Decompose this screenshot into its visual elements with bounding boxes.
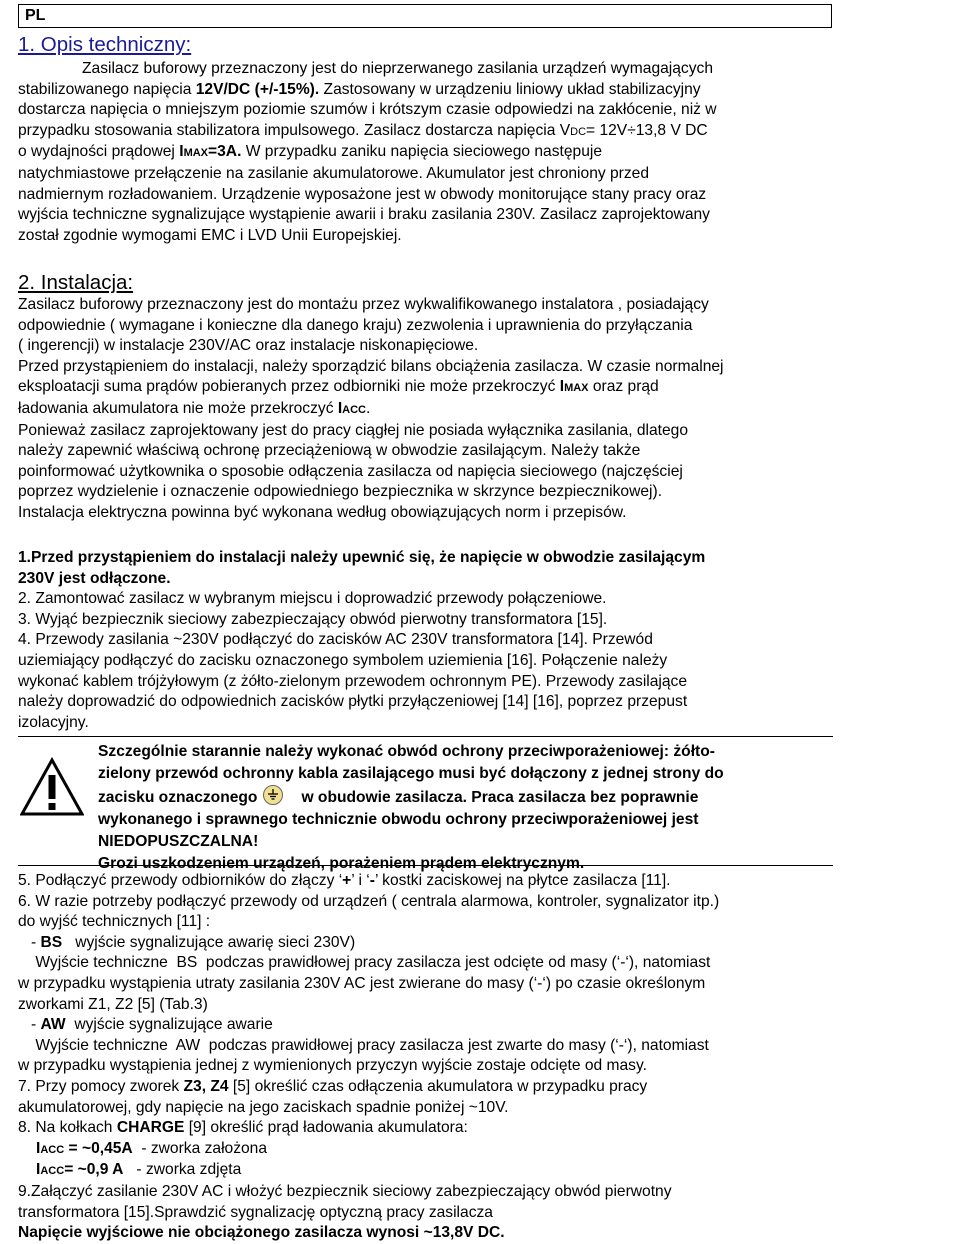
text-span: I (179, 143, 184, 161)
paragraph-line (18, 121, 918, 143)
text-span: = ~0,9 A (64, 1161, 124, 1179)
paragraph-line: odpowiednie ( wymagane i konieczne dla danego kraju) zezwolenia i uprawnienia do przyłączania (18, 316, 693, 334)
text-span: DC (570, 125, 587, 138)
text-span: o wydajności prądowej (18, 143, 180, 161)
output-aw (18, 1015, 918, 1036)
step-8 (18, 1118, 918, 1139)
output-voltage-note: Napięcie wyjściowe nie obciążonego zasilacza wynosi ~13,8V DC. (18, 1224, 505, 1242)
warning-line: zielony przewód ochronny kabla zasilającego musi być dołączony z jednej strony do (98, 765, 724, 782)
paragraph-line: został zgodnie wymogami EMC i LVD Unii Europejskiej. (18, 226, 402, 244)
warning-line: wykonanego i sprawnego technicznie obwodu ochrony przeciwporażeniowej jest (98, 811, 699, 828)
step-7 (18, 1077, 918, 1098)
text-span: I (36, 1161, 41, 1179)
warning-text (98, 741, 828, 875)
step-4-line: uziemiający podłączyć do zacisku oznaczonego symbolem uziemienia [16]. Połączenie należy (18, 651, 668, 669)
paragraph-line (18, 80, 918, 101)
output-bs-description: w przypadku wystąpienia utraty zasilania 230V AC jest zwierane do masy (‘-‘) po czasie określonym (18, 974, 706, 992)
paragraph-line: Przed przystąpieniem do instalacji, należy sporządzić bilans obciążenia zasilacza. W czasie normalnej (18, 357, 724, 375)
paragraph-line: Instalacja elektryczna powinna być wykonana według obowiązujących norm i przepisów. (18, 503, 627, 521)
plus-terminal: + (342, 872, 352, 889)
output-bs-description: zworkami Z1, Z2 [5] (Tab.3) (18, 995, 208, 1013)
text-span: wyjście sygnalizujące awarię sieci 230V) (62, 933, 356, 951)
text-span: I (559, 378, 565, 396)
text-span: w obudowie zasilacza. Praca zasilacza bez poprawnie (301, 789, 699, 806)
ground-symbol-icon (263, 785, 283, 805)
text-span: ładowania akumulatora nie może przekroczyć (18, 399, 338, 417)
paragraph-line (18, 399, 918, 421)
charge-current-option (18, 1139, 918, 1161)
text-span: =3A. (208, 143, 242, 161)
step-4-line: izolacyjny. (18, 713, 89, 731)
output-bs (18, 933, 918, 954)
paragraph-line (18, 142, 918, 164)
text-span: I (337, 399, 343, 417)
text-span: MAX (183, 147, 209, 160)
paragraph-line: natychmiastowe przełączenie na zasilanie akumulatorowe. Akumulator jest chroniony przed (18, 164, 650, 182)
text-span: zacisku oznaczonego (98, 789, 258, 806)
text-span: [5] określić czas odłączenia akumulatora w przypadku pracy (228, 1077, 648, 1095)
warning-triangle-icon (20, 757, 84, 817)
paragraph-line: dostarcza napięcia o mniejszym poziomie szumów i krótszym czasie odpowiedzi na zakłócenie, niż w (18, 101, 717, 119)
text-span: - zworka założona (132, 1139, 268, 1157)
step-1-line: 230V jest odłączone. (18, 569, 171, 587)
technical-description-text (18, 59, 918, 246)
output-bs-label: BS (40, 933, 63, 951)
installation-steps-5-9 (18, 871, 918, 1244)
text-span: - (18, 1016, 41, 1034)
text-span: 7. Przy pomocy zworek (18, 1077, 184, 1095)
step-2: 2. Zamontować zasilacz w wybranym miejscu i doprowadzić przewody połączeniowe. (18, 590, 607, 608)
text-span: = 12V÷13,8 V DC (586, 121, 708, 139)
warning-line: Grozi uszkodzeniem urządzeń, porażeniem prądem elektrycznym. (98, 855, 585, 872)
paragraph-line: należy zapewnić właściwą ochronę przeciążeniową w obwodzie zasilającym. Należy także (18, 442, 641, 460)
step-9-line: transformatora [15].Sprawdzić sygnalizację optyczną pracy zasilacza (18, 1203, 493, 1221)
text-span: W przypadku zaniku napięcia sieciowego następuje (241, 143, 603, 161)
text-span: ACC (40, 1143, 65, 1156)
text-span: przypadku stosowania stabilizatora impulsowego. Zasilacz dostarcza napięcia V (18, 121, 571, 139)
warning-line (98, 785, 828, 809)
minus-terminal: - (369, 872, 375, 889)
paragraph-line: poprzez wydzielenie i oznaczenie odpowiedniego bezpiecznika w skrzynce bezpiecznikowej). (18, 483, 663, 501)
paragraph-line: wyjścia techniczne sygnalizujące wystąpienie awarii i braku zasilania 230V. Zasilacz zaprojektowany (18, 206, 710, 224)
text-span: ’ i ‘ (351, 872, 370, 889)
safety-warning-box (18, 736, 833, 872)
text-span: [9] określić prąd ładowania akumulatora: (184, 1119, 468, 1137)
paragraph-line: Zasilacz buforowy przeznaczony jest do nieprzerwanego zasilania urządzeń wymagających (82, 60, 713, 77)
step-3: 3. Wyjąć bezpiecznik sieciowy zabezpieczający obwód pierwotny transformatora [15]. (18, 610, 608, 628)
output-bs-description: Wyjście techniczne BS podczas prawidłowej pracy zasilacza jest odcięte od masy (‘-‘), natomiast (18, 954, 711, 972)
paragraph-line (18, 377, 918, 399)
text-span: ACC (40, 1165, 65, 1178)
step-1-line: 1.Przed przystąpieniem do instalacji należy upewnić się, że napięcie w obwodzie zasilającym (18, 549, 706, 566)
voltage-value: 12V/DC (+/-15%). (195, 80, 320, 98)
text-span: stabilizowanego napięcia (18, 80, 196, 98)
paragraph-line: poinformować użytkownika o sposobie odłączenia zasilacza od napięcia sieciowego (najczęściej (18, 462, 683, 480)
charge-current-option (18, 1160, 918, 1182)
text-span: oraz prąd (588, 378, 659, 396)
step-9-line: 9.Załączyć zasilanie 230V AC i włożyć bezpiecznik sieciowy zabezpieczający obwód pierwotny (18, 1182, 672, 1200)
step-7-line: akumulatorowej, gdy napięcie na jego zaciskach spadnie poniżej ~10V. (18, 1098, 509, 1116)
text-span: wyjście sygnalizujące awarie (65, 1016, 273, 1034)
warning-line: Szczególnie starannie należy wykonać obwód ochrony przeciwporażeniowej: żółto- (98, 743, 715, 760)
paragraph-line: ( ingerencji) w instalacje 230V/AC oraz instalacje niskonapięciowe. (18, 337, 479, 355)
text-span: MAX (564, 382, 589, 395)
output-aw-description: w przypadku wystąpienia jednej z wymienionych przyczyn wyjście zostaje odcięte od masy. (18, 1057, 647, 1075)
text-span: - zworka zdjęta (123, 1161, 242, 1179)
section-title-installation: 2. Instalacja: (18, 271, 134, 294)
warning-line: NIEDOPUSZCZALNA! (98, 833, 259, 850)
text-span: I (36, 1139, 41, 1157)
installation-steps-1-4 (18, 548, 918, 733)
text-span: 5. Podłączyć przewody odbiorników do złączy ‘ (18, 872, 343, 889)
text-span: ACC (342, 403, 367, 416)
charge-label: CHARGE (116, 1119, 185, 1137)
paragraph-line: nadmiernym rozładowaniem. Urządzenie wyposażone jest w obwody monitorujące stany pracy oraz (18, 185, 707, 203)
paragraph-line: Zasilacz buforowy przeznaczony jest do montażu przez wykwalifikowanego instalatora , posiadający (18, 296, 709, 313)
text-span: eksploatacji suma prądów pobieranych przez odbiorniki nie może przekroczyć (18, 378, 560, 396)
text-span: 8. Na kołkach (18, 1119, 117, 1137)
text-span: . (366, 399, 371, 417)
jumper-labels: Z3, Z4 (183, 1077, 229, 1095)
output-aw-label: AW (40, 1016, 66, 1034)
paragraph-line: Ponieważ zasilacz zaprojektowany jest do pracy ciągłej nie posiada wyłącznika zasilania, dlatego (18, 421, 689, 439)
installation-text (18, 295, 918, 524)
step-6-line: do wyjść technicznych [11] : (18, 913, 211, 931)
step-4-line: 4. Przewody zasilania ~230V podłączyć do zacisków AC 230V transformatora [14]. Przewód (18, 631, 653, 649)
text-span: = ~0,45A (64, 1139, 133, 1157)
section-title-technical-description: 1. Opis techniczny: (18, 33, 192, 56)
step-4-line: należy doprowadzić do odpowiednich zacisków płytki przyłączeniowej [14] [16], poprzez przepust (18, 693, 688, 711)
step-4-line: wykonać kablem trójżyłowym (z żółto-zielonym przewodem ochronnym PE). Przewody zasilające (18, 672, 688, 690)
text-span: Zastosowany w urządzeniu liniowy układ stabilizacyjny (319, 80, 701, 98)
step-5 (18, 871, 918, 892)
text-span: - (18, 933, 41, 951)
text-span: ’ kostki zaciskowej na płytce zasilacza [11]. (374, 872, 671, 889)
output-aw-description: Wyjście techniczne AW podczas prawidłowej pracy zasilacza jest zwarte do masy (‘-‘), natomiast (18, 1036, 709, 1054)
language-label: PL (18, 4, 832, 28)
step-6-line: 6. W razie potrzeby podłączyć przewody od urządzeń ( centrala alarmowa, kontroler, sygnalizator itp.) (18, 892, 720, 910)
